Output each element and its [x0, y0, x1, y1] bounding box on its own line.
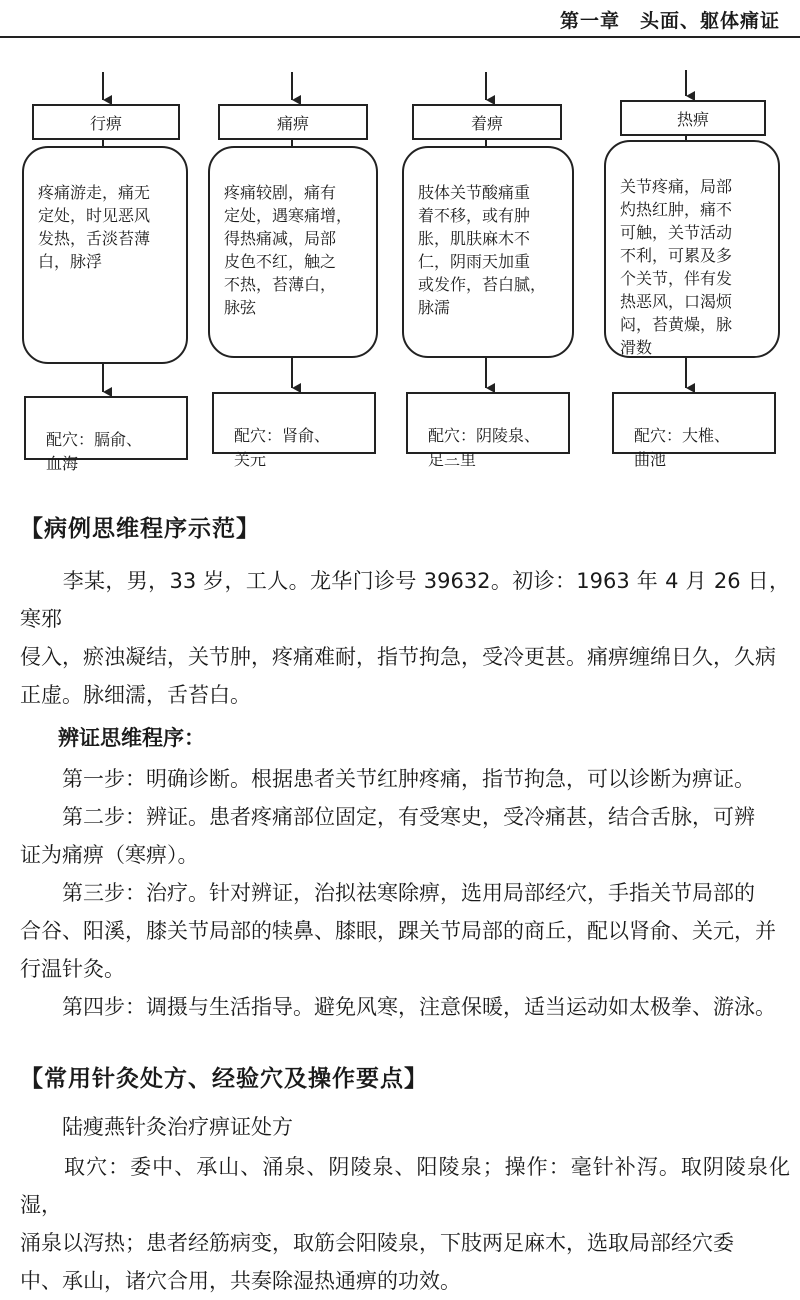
syndrome-box-heat [620, 100, 766, 136]
symptom-text: 疼痛游走，痛无 定处，时见恶风 发热，舌淡苔薄 白，脉浮 [38, 183, 151, 271]
syndrome-title: 痛痹 [276, 113, 309, 133]
acupoint-text: 配穴：大椎、 曲池 [634, 426, 731, 469]
prescription-paragraph: 取穴：委中、承山、涌泉、阴陵泉、阳陵泉；操作：毫针补泻。取阴陵泉化湿， 涌泉以泻热；患者经筋病变，取筋会阳陵泉，下肢两足麻木，选取局部经穴委 中、承山，诸穴合用，共奏除湿热通痹的功效。 [20, 1155, 790, 1293]
symptom-box-heat [604, 140, 780, 358]
symptom-box-wind [22, 146, 188, 364]
symptom-text: 肢体关节酸痛重 着不移，或有肿 胀，肌肤麻木不 仁，阴雨天加重 或发作，苔白腻， 脉濡 [418, 183, 547, 317]
acupoint-text: 配穴：膈俞、 血海 [46, 430, 143, 473]
syndrome-box-cold [218, 104, 368, 140]
syndrome-box-wind [32, 104, 180, 140]
symptom-text: 关节疼痛，局部 灼热红肿，痛不 可触，关节活动 不利，可累及多 个关节，伴有发 热恶风，口渴烦 闷，苔黄燥，脉 滑数 [620, 177, 733, 357]
header-rule [0, 36, 800, 38]
syndrome-title: 热痹 [676, 109, 709, 129]
acupoint-box-damp [406, 392, 570, 469]
symptom-text: 疼痛较剧，痛有 定处，遇寒痛增， 得热痛减，局部 皮色不红，触之 不热，苔薄白， 脉弦 [224, 183, 353, 317]
symptom-box-damp [402, 146, 574, 358]
acupoint-text: 配穴：阴陵泉、 足三里 [428, 426, 541, 469]
page-header [0, 0, 800, 40]
acupoint-box-cold [212, 392, 376, 469]
acupoint-text: 配穴：肾俞、 关元 [234, 426, 331, 469]
syndrome-title: 行痹 [89, 113, 122, 133]
symptom-box-cold [208, 146, 378, 358]
reasoning-steps: 第一步：明确诊断。根据患者关节红肿疼痛，指节拘急，可以诊断为痹证。 第二步：辨证。患者疼痛部位固定，有受寒史，受冷痛甚，结合舌脉，可辨 证为痛痹（寒痹）。 第三步：治疗。针对辨证，治拟祛寒除痹，选用局部经穴，手指关节局部的 合谷、阳溪，膝关节局部的犊鼻、膝眼，踝关节局部的商丘，配以肾俞、关元，并 行温针灸。 第四步：调摄与生活指导。避免风寒，注意保暖，适当运动如太极拳、游泳。 [20, 767, 776, 1019]
flowchart [0, 40, 800, 473]
syndrome-title: 着痹 [470, 113, 503, 133]
chapter-title: 第一章 头面、躯体痛证 [559, 10, 780, 32]
case-paragraph: 李某，男，33 岁，工人。龙华门诊号 39632。初诊：1963 年 4 月 26 日，寒邪 侵入，瘀浊凝结，关节肿，疼痛难耐，指节拘急，受冷更甚。痛痹缠绵日久，久病 正虚。脉细濡，舌苔白。 [20, 569, 790, 707]
reasoning-subheading: 辨证思维程序： [58, 726, 205, 750]
syndrome-box-damp [412, 104, 562, 140]
prescription-subtitle: 陆瘦燕针灸治疗痹证处方 [20, 1115, 293, 1139]
acupoint-box-wind [24, 396, 188, 473]
prescription-section-heading: 【常用针灸处方、经验穴及操作要点】 [20, 1066, 428, 1092]
case-section-heading: 【病例思维程序示范】 [20, 516, 260, 542]
acupoint-box-heat [612, 392, 776, 469]
